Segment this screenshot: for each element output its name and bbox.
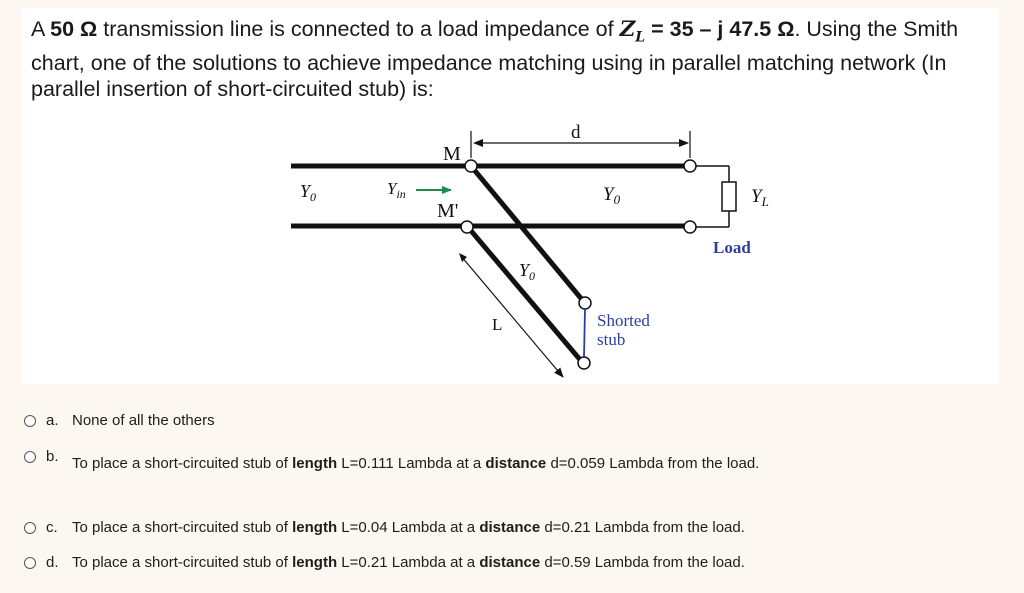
question-z0: 50 Ω (50, 17, 98, 41)
terminal-M (465, 160, 477, 172)
label-y0-mid: $Y_0$ (603, 184, 621, 207)
label-yl: $Y_L$ (751, 186, 769, 209)
option-b-text: To place a short-circuited stub of length L=0.111 Lambda at a distance d=0.059 Lambda from the load. (72, 455, 760, 472)
short-circuit (584, 309, 585, 357)
option-b-letter: b. (46, 448, 59, 465)
option-d-letter: d. (46, 554, 59, 571)
question-part2: transmission line is connected to a load impedance of (97, 17, 620, 41)
zl-value: = 35 – j 47.5 Ω (645, 17, 795, 41)
L-arrow-start-head (459, 253, 467, 262)
zl-symbol: $Z_L$ (619, 17, 646, 46)
terminal-stub-2 (578, 357, 590, 369)
label-d: d (571, 122, 581, 143)
option-c-text: To place a short-circuited stub of length L=0.04 Lambda at a distance d=0.21 Lambda from the load. (72, 519, 745, 536)
stub-conductor-1 (471, 166, 584, 302)
option-d-radio[interactable] (24, 557, 36, 569)
terminal-load-bottom (684, 221, 696, 233)
load-resistor (722, 182, 736, 211)
option-a-radio[interactable] (24, 415, 36, 427)
option-d-text: To place a short-circuited stub of length L=0.21 Lambda at a distance d=0.59 Lambda from the load. (72, 554, 745, 571)
option-a-text: None of all the others (72, 412, 215, 429)
label-Mp: M' (437, 200, 459, 222)
question-part3: . Using the Smith chart, one of the solutions to achieve impedance matching using in parallel matching network (In parallel insertion of short-circuited stub) is: (31, 17, 959, 102)
label-shorted: Shorted (597, 311, 650, 330)
label-M: M (443, 143, 461, 165)
label-y0-left: $Y_0$ (300, 181, 317, 204)
option-c-radio[interactable] (24, 522, 36, 534)
L-arrow (461, 256, 563, 377)
d-arrow-left-head (473, 139, 483, 147)
label-L: L (492, 315, 503, 334)
option-b-radio[interactable] (24, 451, 36, 463)
option-a-letter: a. (46, 412, 59, 429)
label-stub: stub (597, 330, 626, 349)
terminal-stub-1 (579, 297, 591, 309)
question-part1: A (31, 17, 51, 41)
label-y0-stub: $Y_0$ (519, 260, 536, 283)
terminal-Mp (461, 221, 473, 233)
label-load: Load (713, 238, 751, 257)
option-c-letter: c. (46, 519, 58, 536)
terminal-load-top (684, 160, 696, 172)
stub-conductor-2 (467, 226, 582, 362)
label-yin: $Y_{in}$ (387, 179, 406, 201)
